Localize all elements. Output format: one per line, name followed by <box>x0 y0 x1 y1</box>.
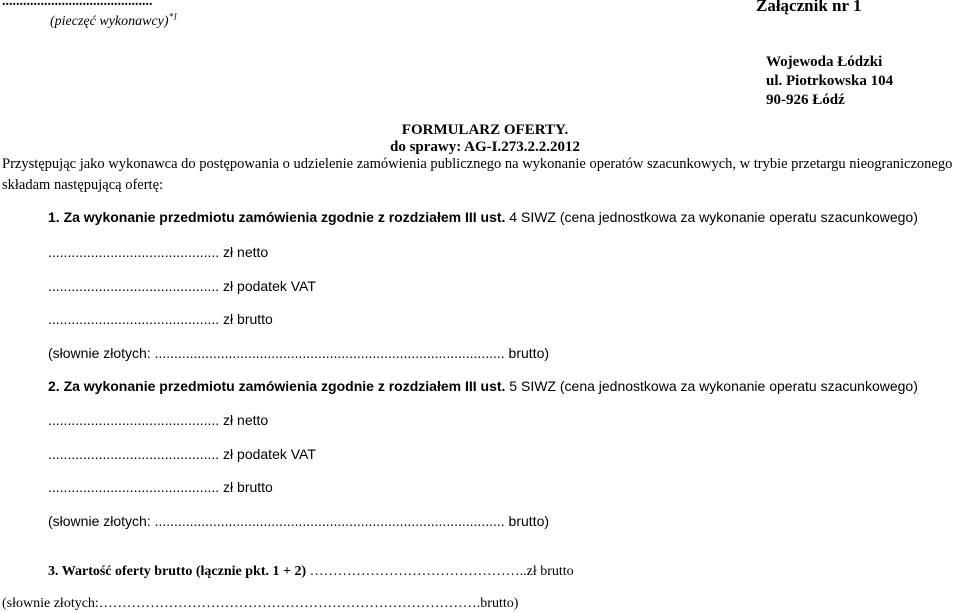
form-title: FORMULARZ OFERTY. <box>401 122 569 138</box>
section-2-heading <box>48 378 918 394</box>
section-3-words: (słownie złotych:……………………………………………………………………….brutto) <box>2 596 519 611</box>
section-1-words: (słownie złotych: .......................................................................................... brutto) <box>48 345 550 361</box>
intro-line-2: składam następującą ofertę: <box>2 177 164 193</box>
attachment-label: Załącznik nr 1 <box>756 0 862 15</box>
stamp-footnote: *1 <box>168 11 178 22</box>
section-2-heading-rest: 5 SIWZ (cena jednostkowa za wykonanie operatu szacunkowego) <box>505 378 918 394</box>
case-number: do sprawy: AG-I.273.2.2.2012 <box>389 139 580 155</box>
section-2-words: (słownie złotych: .......................................................................................... brutto) <box>48 513 550 529</box>
recipient-line-3: 90-926 Łódź <box>766 92 845 108</box>
section-1-net: ............................................ zł netto <box>48 244 269 260</box>
section-1-vat: ............................................ zł podatek VAT <box>48 278 316 294</box>
section-3-heading-rest: ………………………………………..zł brutto <box>306 564 574 579</box>
stamp-dots: ........................................... <box>2 0 153 9</box>
section-2-vat: ............................................ zł podatek VAT <box>48 446 316 462</box>
recipient-line-2: ul. Piotrkowska 104 <box>766 73 894 89</box>
section-2-gross: ............................................ zł brutto <box>48 479 273 495</box>
section-1-gross: ............................................ zł brutto <box>48 311 273 327</box>
recipient-line-1: Wojewoda Łódzki <box>766 54 883 70</box>
section-2-heading-bold: 2. Za wykonanie przedmiotu zamówienia zgodnie z rozdziałem III ust. <box>48 378 506 394</box>
intro-line-1: Przystępując jako wykonawca do postępowania o udzielenie zamówienia publicznego na wykonanie operatów szacunkowych, w trybie przetargu nieograniczonego <box>2 156 953 172</box>
stamp-label <box>50 11 178 30</box>
stamp-label-text: (pieczęć wykonawcy) <box>50 14 169 29</box>
section-3-heading <box>48 564 574 580</box>
section-3-heading-bold: 3. Wartość oferty brutto (łącznie pkt. 1 + 2) <box>48 564 307 579</box>
section-1-heading-bold: 1. Za wykonanie przedmiotu zamówienia zgodnie z rozdziałem III ust. <box>48 209 506 225</box>
section-2-net: ............................................ zł netto <box>48 412 269 428</box>
section-1-heading <box>48 209 918 225</box>
section-1-heading-rest: 4 SIWZ (cena jednostkowa za wykonanie operatu szacunkowego) <box>505 209 918 225</box>
